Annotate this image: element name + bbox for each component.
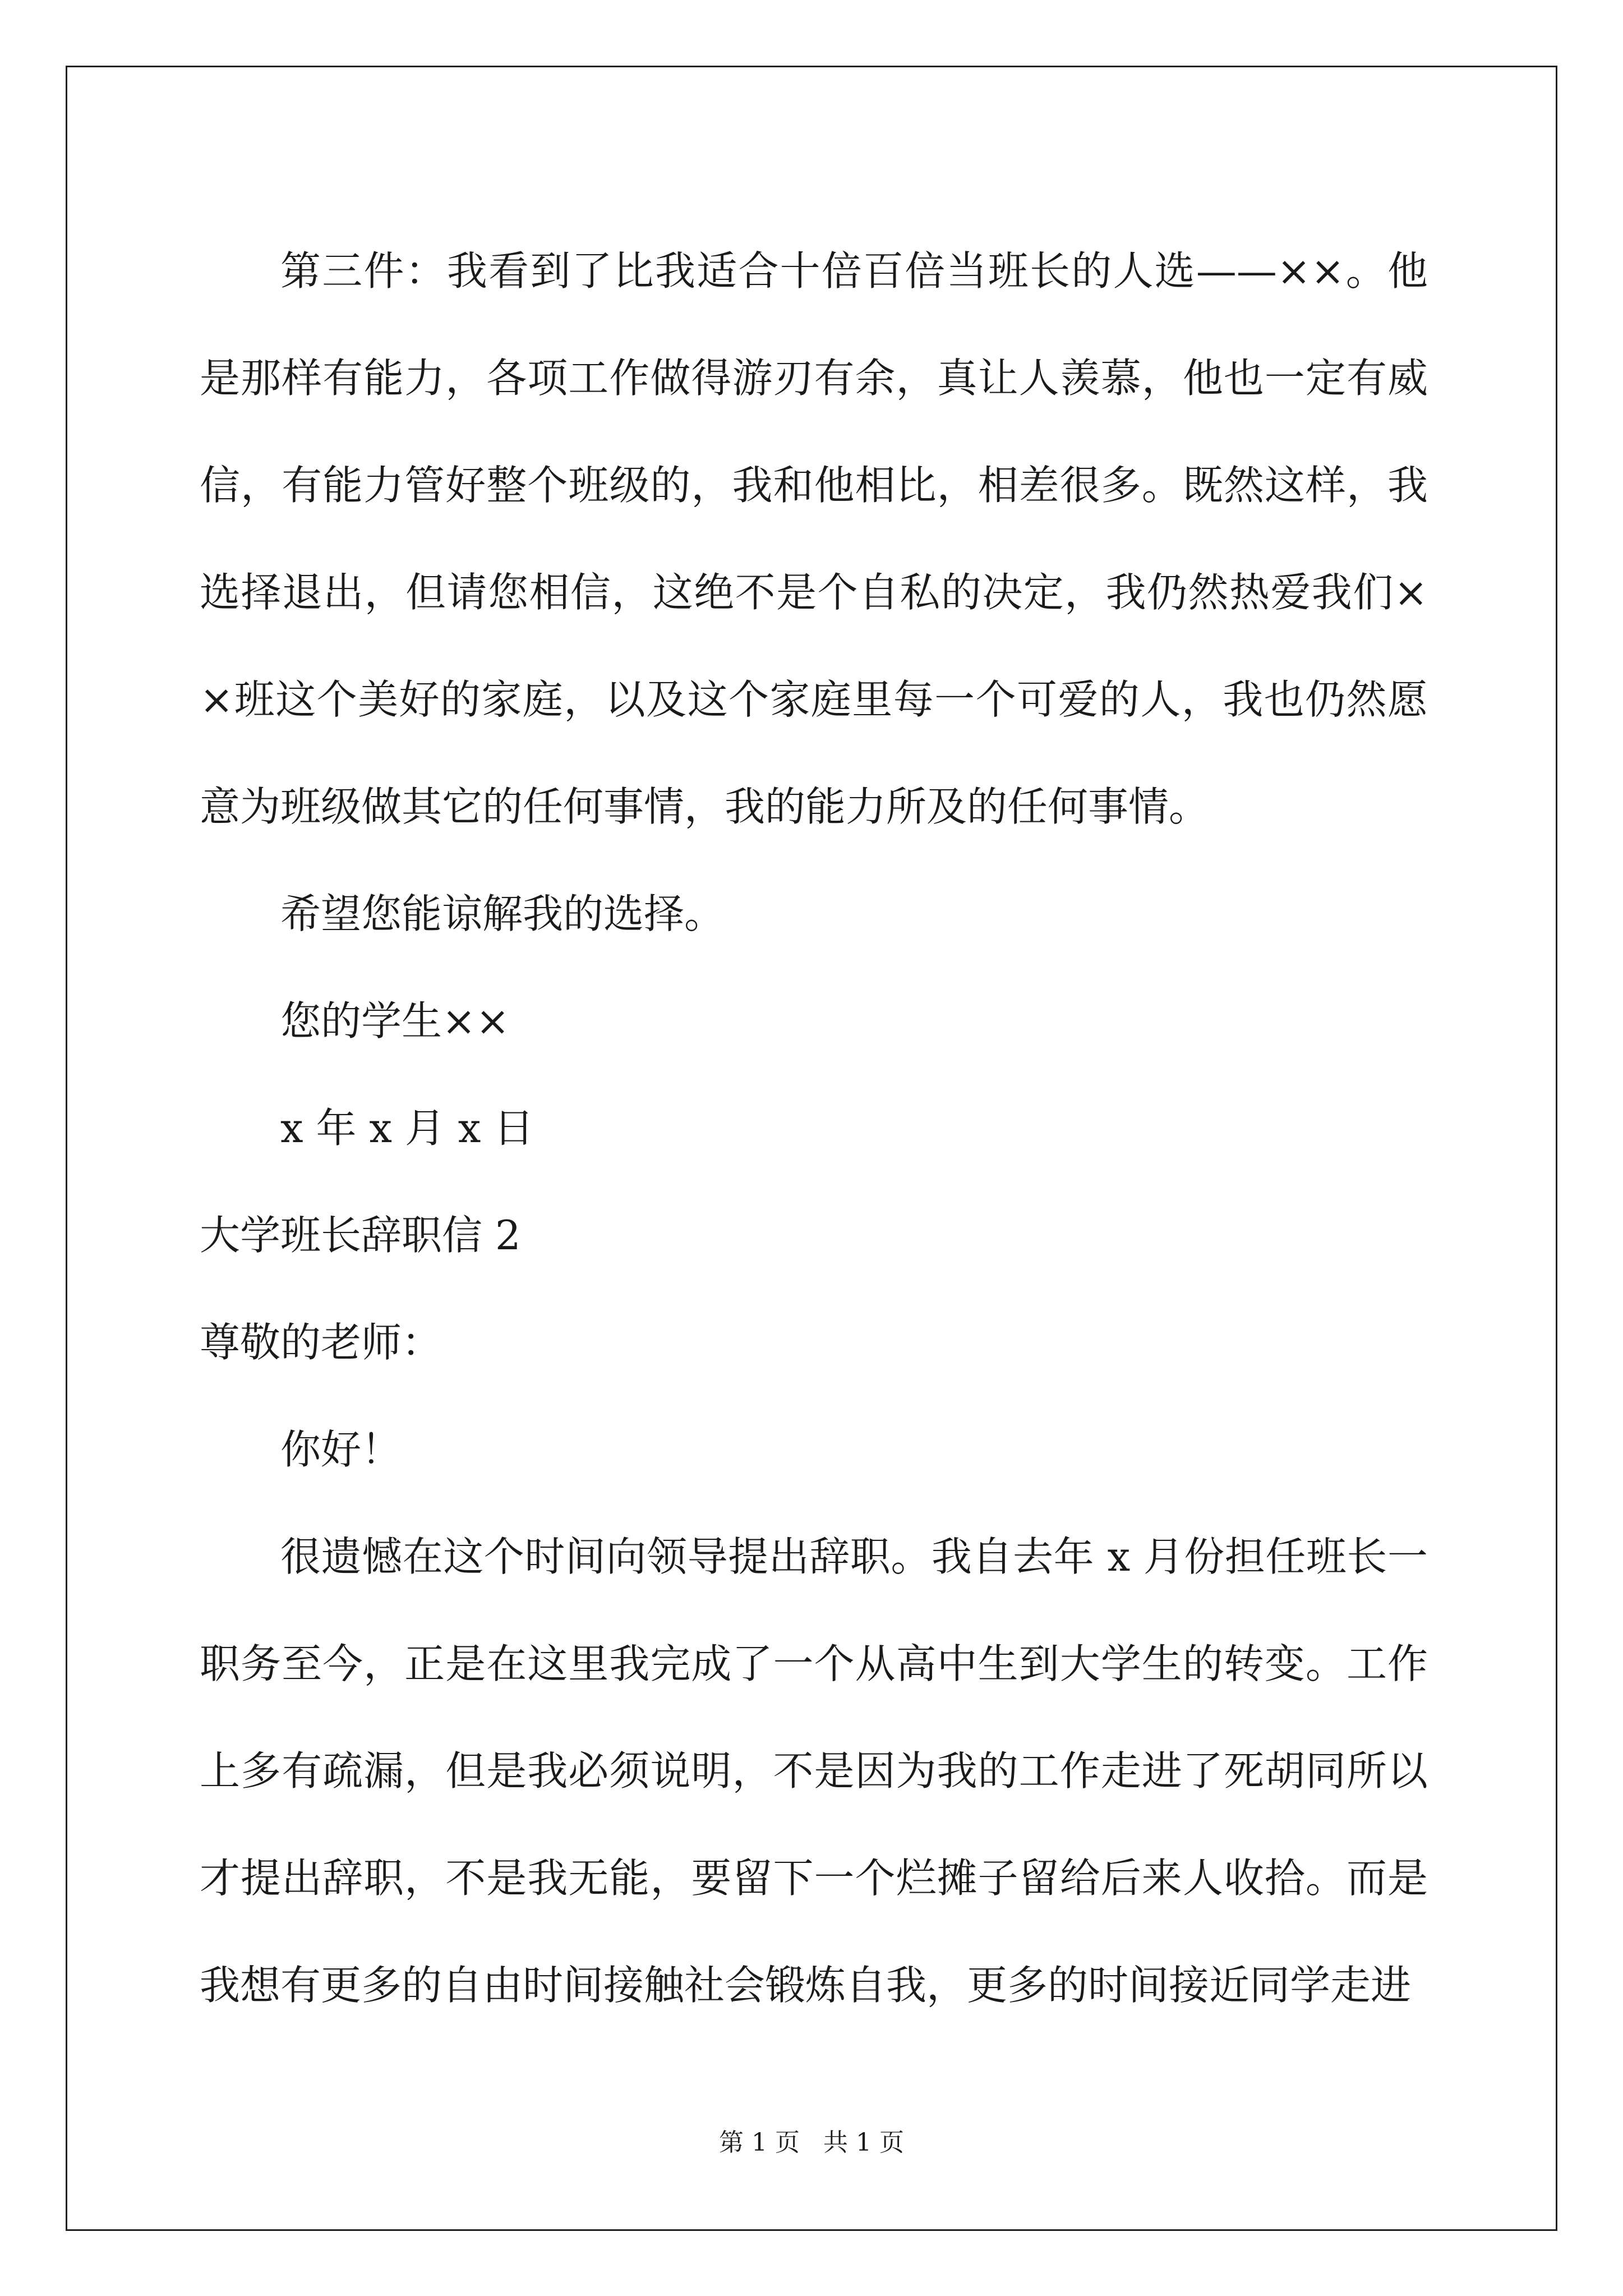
page-number-footer: 第 1 页 共 1 页 (719, 2128, 904, 2157)
paragraph-resignation: 很遗憾在这个时间向领导提出辞职。我自去年 x 月份担任班长一职务至今，正是在这里我完成了一个从高中生到大学生的转变。工作上多有疏漏，但是我必须说明，不是因为我的工作走进了死胡同所以才提出辞职，不是我无能，要留下一个烂摊子留给后来人收拾。而是我想有更多的自由时间接触社会锻炼自我，更多的时间接近同学走进 (200, 1533, 1428, 2009)
signature-line: 您的学生×× (280, 997, 510, 1045)
date-line: x 年 x 月 x 日 (280, 1105, 534, 1152)
paragraph-hope: 希望您能谅解我的选择。 (280, 890, 725, 937)
document-body (200, 218, 1428, 2039)
greeting: 你好！ (280, 1426, 402, 1473)
paragraph-third-reason: 第三件：我看到了比我适合十倍百倍当班长的人选——××。他是那样有能力，各项工作做得游刃有余，真让人羡慕，他也一定有威信，有能力管好整个班级的，我和他相比，相差很多。既然这样，我选择退出，但请您相信，这绝不是个自私的决定，我仍然热爱我们××班这个美好的家庭，以及这个家庭里每一个可爱的人，我也仍然愿意为班级做其它的任何事情，我的能力所及的任何事情。 (200, 247, 1428, 830)
salutation: 尊敬的老师： (200, 1319, 442, 1366)
letter-title: 大学班长辞职信 2 (200, 1212, 521, 1259)
